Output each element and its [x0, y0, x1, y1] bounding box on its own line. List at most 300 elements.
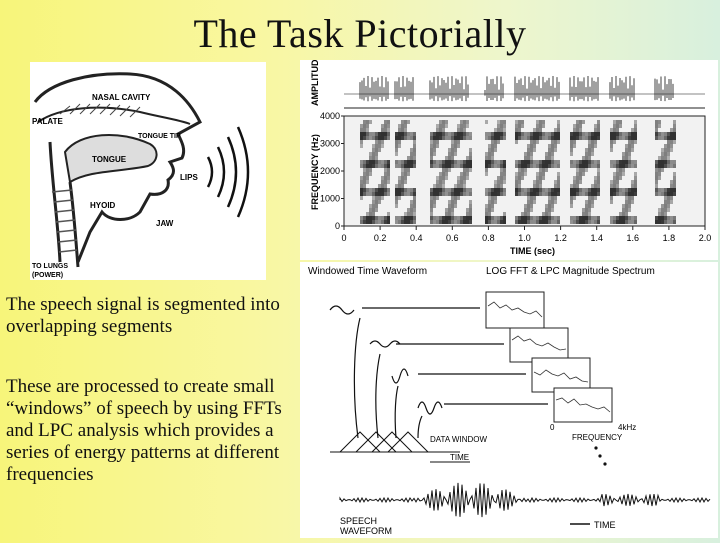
- spectrogram-cell: [413, 188, 416, 192]
- spectrogram-cell: [413, 160, 416, 164]
- spectrogram-cell: [536, 176, 539, 180]
- spectrogram-cell: [533, 220, 536, 224]
- spectrogram-cell: [457, 132, 460, 136]
- speech-waveform: [340, 483, 710, 517]
- spectrogram-cell: [594, 128, 597, 132]
- spectrogram-cell: [579, 124, 582, 128]
- spectrogram-cell: [497, 132, 500, 136]
- spectrogram-cell: [524, 212, 527, 216]
- spectrogram-cell: [521, 120, 524, 124]
- spectrogram-cell: [625, 160, 628, 164]
- spectrogram-cell: [536, 132, 539, 136]
- label-hyoid: HYOID: [90, 201, 116, 210]
- slide-title: The Task Pictorially: [193, 11, 527, 56]
- spectrogram-cell: [378, 192, 381, 196]
- spectrogram-cell: [372, 212, 375, 216]
- spectrogram-cell: [497, 176, 500, 180]
- spectrogram-cell: [582, 120, 585, 124]
- spectrogram-cell: [661, 220, 664, 224]
- spectrogram-cell: [582, 168, 585, 172]
- spectrogram-cell: [448, 200, 451, 204]
- spectrogram-cell: [436, 136, 439, 140]
- label-palate: PALATE: [32, 117, 63, 126]
- spectrogram-cell: [616, 120, 619, 124]
- spectrogram-cell: [554, 164, 557, 168]
- spectrogram-cell: [591, 136, 594, 140]
- spectrogram-cell: [497, 220, 500, 224]
- spectrogram-cell: [448, 168, 451, 172]
- spectrogram-cell: [619, 172, 622, 176]
- spectrogram-cell: [527, 204, 530, 208]
- spectrogram-cell: [384, 188, 387, 192]
- spectrogram-cell: [485, 168, 488, 172]
- spectrogram-cell: [366, 160, 369, 164]
- spectrogram-cell: [497, 188, 500, 192]
- spectrogram-cell: [533, 196, 536, 200]
- spectrogram-cell: [466, 156, 469, 160]
- spectrogram-cell: [625, 144, 628, 148]
- spectrogram-cell: [494, 220, 497, 224]
- spectrogram-cell: [631, 220, 634, 224]
- spectrogram-cell: [497, 192, 500, 196]
- spectrogram-cell: [398, 220, 401, 224]
- spectrogram-cell: [610, 192, 613, 196]
- spectrogram-cell: [530, 136, 533, 140]
- spectrogram-cell: [407, 164, 410, 168]
- spectrogram-cell: [436, 164, 439, 168]
- spectrogram-cell: [673, 184, 676, 188]
- spectrogram-cell: [497, 216, 500, 220]
- spectrogram-cell: [628, 136, 631, 140]
- spectrogram-cell: [378, 200, 381, 204]
- label-to-lungs: TO LUNGS: [32, 263, 69, 270]
- spectrogram-cell: [463, 184, 466, 188]
- spectrogram-cell: [384, 220, 387, 224]
- spectrogram-cell: [439, 136, 442, 140]
- spectrogram-cell: [536, 188, 539, 192]
- spectrogram-cell: [469, 200, 472, 204]
- spectrogram-cell: [384, 164, 387, 168]
- spectrogram-cell: [445, 160, 448, 164]
- spectrogram-cell: [497, 164, 500, 168]
- spectrogram-cell: [579, 172, 582, 176]
- spectrogram-cell: [591, 132, 594, 136]
- spectrogram-cell: [442, 124, 445, 128]
- spectrogram-cell: [530, 188, 533, 192]
- spectrogram-cell: [518, 176, 521, 180]
- spectrogram-cell: [664, 144, 667, 148]
- spectrogram-cell: [530, 160, 533, 164]
- spectrogram-cell: [454, 200, 457, 204]
- spectrogram-cell: [372, 132, 375, 136]
- spectrogram-cell: [616, 188, 619, 192]
- spectrogram-cell: [545, 136, 548, 140]
- amplitude-waveform: [344, 76, 705, 101]
- spectrogram-cell: [436, 196, 439, 200]
- spectrogram-cell: [539, 136, 542, 140]
- spectrogram-cell: [634, 216, 637, 220]
- spectrogram-cell: [570, 144, 573, 148]
- spectrogram-cell: [667, 148, 670, 152]
- spectrogram-cell: [591, 148, 594, 152]
- spectrogram-cell: [661, 216, 664, 220]
- spectrogram-cell: [366, 132, 369, 136]
- spectrogram-cell: [542, 216, 545, 220]
- spectrogram-cell: [500, 172, 503, 176]
- spectrogram-cell: [369, 220, 372, 224]
- spectrogram-cell: [466, 220, 469, 224]
- spectrogram-cell: [488, 148, 491, 152]
- spectrogram-cell: [530, 216, 533, 220]
- spectrogram-cell: [413, 164, 416, 168]
- spectrogram-cell: [594, 196, 597, 200]
- spectrogram-cell: [576, 188, 579, 192]
- spectrogram-cell: [539, 160, 542, 164]
- spectrogram-cell: [395, 140, 398, 144]
- spectrogram-cell: [401, 216, 404, 220]
- spectrogram-cell: [430, 140, 433, 144]
- spectrogram-cell: [457, 136, 460, 140]
- spectrogram-cell: [381, 188, 384, 192]
- spectrogram-cell: [401, 176, 404, 180]
- spectrogram-cell: [404, 136, 407, 140]
- spectrogram-cell: [542, 168, 545, 172]
- paragraph-processing: These are processed to create small “windows” of speech by using FFTs and LPC analysis which provides a series of energy patterns at different frequencies: [6, 376, 282, 485]
- spectrogram-cell: [664, 204, 667, 208]
- spectrogram-cell: [503, 132, 506, 136]
- spectrogram-cell: [430, 212, 433, 216]
- spectrogram-cell: [445, 216, 448, 220]
- spectrogram-cell: [384, 124, 387, 128]
- spectrogram-cell: [527, 132, 530, 136]
- spectrogram-cell: [369, 136, 372, 140]
- spectrogram-cell: [387, 176, 390, 180]
- spectrogram-cell: [539, 128, 542, 132]
- spectrogram-cell: [573, 188, 576, 192]
- spectrogram-cell: [616, 216, 619, 220]
- spectrogram-cell: [366, 164, 369, 168]
- spectrogram-cell: [369, 208, 372, 212]
- spectrogram-cell: [619, 176, 622, 180]
- spectrogram-cell: [524, 192, 527, 196]
- spectrogram-cell: [439, 120, 442, 124]
- spectrogram-cell: [454, 160, 457, 164]
- spectrogram-cell: [527, 216, 530, 220]
- spectrogram-cell: [670, 220, 673, 224]
- spectrogram-cell: [407, 168, 410, 172]
- spectrogram-cell: [485, 220, 488, 224]
- spectrogram-cell: [404, 212, 407, 216]
- spectrogram-cell: [384, 120, 387, 124]
- spectrogram-cell: [661, 192, 664, 196]
- spectrogram-cell: [661, 136, 664, 140]
- spectrogram-cell: [588, 188, 591, 192]
- spectrogram-cell: [363, 164, 366, 168]
- spectrogram-cell: [576, 124, 579, 128]
- spectrogram-cell: [585, 212, 588, 216]
- spectrogram-cell: [591, 152, 594, 156]
- spectrogram-cell: [407, 212, 410, 216]
- spectrogram-cell: [667, 204, 670, 208]
- spectrogram-cell: [378, 132, 381, 136]
- spectrogram-cell: [395, 204, 398, 208]
- spectrogram-cell: [628, 152, 631, 156]
- spectrogram-cell: [591, 164, 594, 168]
- spectrogram-cell: [375, 164, 378, 168]
- spectrogram-cell: [448, 212, 451, 216]
- spectrogram-cell: [616, 172, 619, 176]
- spectrogram-cell: [485, 156, 488, 160]
- spectrogram-cell: [576, 136, 579, 140]
- spectrogram-cell: [597, 128, 600, 132]
- spectrogram-cell: [625, 164, 628, 168]
- spectrogram-cell: [503, 168, 506, 172]
- spectrogram-cell: [536, 192, 539, 196]
- spectrogram-cell: [404, 176, 407, 180]
- spectrogram-cell: [539, 124, 542, 128]
- spectrogram-cell: [530, 152, 533, 156]
- spectrogram-cell: [551, 148, 554, 152]
- spectrogram-cell: [445, 132, 448, 136]
- spectrogram-cell: [588, 196, 591, 200]
- vocal-tract-drawing: [30, 62, 266, 280]
- spectrogram-cell: [469, 204, 472, 208]
- spectrogram-cell: [588, 192, 591, 196]
- spectrogram-cell: [530, 200, 533, 204]
- spectrogram-cell: [404, 192, 407, 196]
- frequency-label: FREQUENCY: [572, 433, 623, 442]
- spectrogram-cell: [433, 132, 436, 136]
- spectrogram-cell: [664, 148, 667, 152]
- spectrogram-cell: [413, 216, 416, 220]
- label-power: (POWER): [32, 272, 64, 279]
- spectrogram-cell: [448, 160, 451, 164]
- spectrogram-cell: [521, 132, 524, 136]
- spectrogram-cell: [375, 188, 378, 192]
- spectrogram-cell: [398, 136, 401, 140]
- spectrogram-cell: [658, 120, 661, 124]
- spectrogram-cell: [631, 128, 634, 132]
- spectrogram-cell: [545, 220, 548, 224]
- spectrogram-cell: [363, 180, 366, 184]
- spectrogram-cell: [488, 220, 491, 224]
- spectrogram-cell: [451, 148, 454, 152]
- spectrogram-cell: [628, 220, 631, 224]
- spectrogram-cell: [542, 164, 545, 168]
- spectrogram-cell: [378, 160, 381, 164]
- spectrogram-cell: [442, 192, 445, 196]
- spectrogram-cell: [631, 144, 634, 148]
- spectrogram-cell: [545, 204, 548, 208]
- spectrogram-cell: [655, 188, 658, 192]
- spectrogram-cell: [631, 216, 634, 220]
- spectrogram-cell: [488, 196, 491, 200]
- spectrogram-cell: [619, 136, 622, 140]
- spectrogram-cell: [554, 220, 557, 224]
- spectrogram-cell: [387, 188, 390, 192]
- spectrogram-cell: [404, 172, 407, 176]
- spectrogram-cell: [554, 180, 557, 184]
- spectrogram-cell: [494, 144, 497, 148]
- spectrogram-cell: [625, 208, 628, 212]
- label-nasal-cavity: NASAL CAVITY: [92, 93, 151, 102]
- spectrogram-cell: [661, 208, 664, 212]
- spectrogram-cell: [378, 140, 381, 144]
- spectrogram-cell: [670, 160, 673, 164]
- spectrogram-cell: [384, 132, 387, 136]
- spectrogram-cell: [539, 188, 542, 192]
- spectrogram-cell: [554, 216, 557, 220]
- spectrogram-cell: [494, 160, 497, 164]
- spectrogram-cell: [485, 120, 488, 124]
- spectrogram-cell: [661, 156, 664, 160]
- spectrogram-cell: [576, 180, 579, 184]
- spectrogram-cell: [536, 120, 539, 124]
- spectrogram-cell: [616, 160, 619, 164]
- spectrogram-cell: [378, 216, 381, 220]
- spectrogram-cell: [360, 132, 363, 136]
- spectrogram-cell: [457, 160, 460, 164]
- spectrogram-cell: [557, 176, 560, 180]
- spectrogram-cell: [613, 216, 616, 220]
- spectrogram-cell: [545, 208, 548, 212]
- spectrogram-cell: [594, 176, 597, 180]
- spectrogram-cell: [536, 184, 539, 188]
- spectrogram-cell: [521, 212, 524, 216]
- spectrogram-cell: [588, 212, 591, 216]
- spectrogram-cell: [454, 192, 457, 196]
- spectrogram-cell: [448, 148, 451, 152]
- spectrogram-cell: [548, 220, 551, 224]
- spectrogram-cell: [554, 132, 557, 136]
- spectrogram-cell: [570, 216, 573, 220]
- spectrogram-cell: [521, 220, 524, 224]
- spectrogram-cell: [667, 200, 670, 204]
- freq-zero-label: 0: [550, 423, 555, 432]
- spectrogram-cell: [527, 208, 530, 212]
- spectrogram-cell: [518, 220, 521, 224]
- spectrogram-cell: [457, 140, 460, 144]
- spectrogram-cell: [436, 216, 439, 220]
- spectrogram-cell: [521, 192, 524, 196]
- x-tick-label: 1.8: [662, 233, 676, 243]
- spectrogram-cell: [551, 136, 554, 140]
- spectrogram-cell: [404, 180, 407, 184]
- spectrogram-cell: [634, 188, 637, 192]
- spectrogram-cell: [436, 124, 439, 128]
- spectrogram-cell: [363, 120, 366, 124]
- spectrogram-cell: [539, 192, 542, 196]
- spectrogram-cell: [591, 160, 594, 164]
- spectrogram-cell: [413, 156, 416, 160]
- spectrogram-cell: [401, 188, 404, 192]
- spectrogram-cell: [494, 184, 497, 188]
- spectrogram-cell: [576, 192, 579, 196]
- spectrogram-cell: [381, 164, 384, 168]
- spectrogram-cell: [619, 216, 622, 220]
- spectrogram-cell: [488, 152, 491, 156]
- spectrogram-cell: [655, 136, 658, 140]
- spectrogram-cell: [536, 124, 539, 128]
- spectrogram-cell: [375, 156, 378, 160]
- spectrogram-cell: [597, 124, 600, 128]
- spectrogram-cell: [451, 216, 454, 220]
- spectrogram-cell: [533, 132, 536, 136]
- spectrogram-cell: [579, 164, 582, 168]
- spectrogram-cell: [430, 160, 433, 164]
- spectrogram-cell: [597, 180, 600, 184]
- spectrogram-cell: [625, 152, 628, 156]
- spectrogram-cell: [445, 124, 448, 128]
- spectrogram-cell: [430, 164, 433, 168]
- spectrogram-cell: [533, 144, 536, 148]
- spectrogram-cell: [515, 128, 518, 132]
- spectrogram-cell: [515, 188, 518, 192]
- spectrogram-cell: [398, 176, 401, 180]
- spectrogram-cell: [360, 164, 363, 168]
- spectrum-box-4: [554, 388, 612, 422]
- spectrogram-cell: [625, 204, 628, 208]
- spectrogram-cell: [582, 212, 585, 216]
- spectrogram-cell: [533, 180, 536, 184]
- spectrogram-cell: [488, 216, 491, 220]
- spectrogram-cell: [395, 188, 398, 192]
- data-window-label: DATA WINDOW: [430, 435, 488, 444]
- spectrogram-cell: [530, 204, 533, 208]
- spectrogram-cell: [616, 124, 619, 128]
- spectrogram-cell: [460, 216, 463, 220]
- spectrogram-cell: [515, 136, 518, 140]
- spectrogram-cell: [673, 176, 676, 180]
- spectrogram-cell: [366, 220, 369, 224]
- spectrogram-cell: [619, 124, 622, 128]
- spectrogram-cell: [594, 160, 597, 164]
- spectrogram-cell: [548, 212, 551, 216]
- spectrogram-cell: [518, 188, 521, 192]
- spectrogram-cell: [658, 160, 661, 164]
- spectrogram-cell: [451, 136, 454, 140]
- spectrogram-cell: [463, 160, 466, 164]
- spectrogram-cell: [576, 168, 579, 172]
- spectrogram-cell: [610, 144, 613, 148]
- spectrogram-cell: [548, 132, 551, 136]
- spectrogram-cell: [655, 172, 658, 176]
- spectrogram-cell: [634, 128, 637, 132]
- spectrogram-cell: [582, 132, 585, 136]
- spectrogram-cell: [518, 192, 521, 196]
- spectrogram-cell: [363, 128, 366, 132]
- spectrogram-cell: [372, 160, 375, 164]
- spectrogram-cell: [542, 188, 545, 192]
- spectrogram-cell: [451, 144, 454, 148]
- spectrogram-cell: [466, 216, 469, 220]
- spectrogram-cell: [591, 220, 594, 224]
- spectrogram-cell: [585, 216, 588, 220]
- spectrogram-cell: [491, 200, 494, 204]
- spectrogram-cell: [413, 220, 416, 224]
- spectrogram-cell: [445, 136, 448, 140]
- spectrogram-cell: [360, 192, 363, 196]
- spectrogram-cell: [398, 164, 401, 168]
- spectrogram-cell: [398, 160, 401, 164]
- spectrogram-cell: [667, 152, 670, 156]
- spectrogram-cell: [410, 152, 413, 156]
- spectrogram-cell: [439, 188, 442, 192]
- spectrogram-cell: [466, 168, 469, 172]
- spectrogram-cell: [634, 172, 637, 176]
- spectrogram-cell: [673, 120, 676, 124]
- spectrogram-cell: [548, 188, 551, 192]
